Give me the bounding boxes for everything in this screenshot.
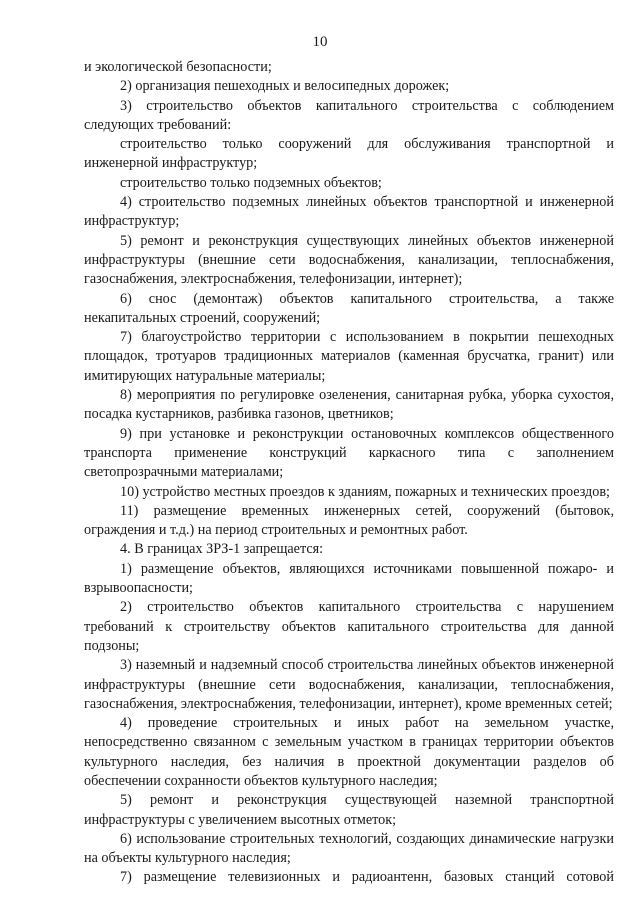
section-heading: 4. В границах ЗРЗ-1 запрещается: [120,541,324,558]
paragraph: строительство только подземных объектов; [120,174,382,191]
paragraph: 1) размещение объектов, являющихся источниками повышенной пожаро- и взрывоопасности; [84,560,614,597]
paragraph: 2) строительство объектов капитального строительства с нарушением требований к строительству объектов капитального строительства для данной подзоны; [84,599,614,654]
paragraph: 6) снос (демонтаж) объектов капитального строительства, а также некапитальных строений, сооружений; [84,290,614,326]
paragraph: 7) благоустройство территории с использованием в покрытии пешеходных площадок, тротуаров традиционных материалов (каменная брусчатка, гранит) или имитирующих натуральные материалы; [84,329,614,384]
paragraph: 8) мероприятия по регулировке озеленения, санитарная рубка, уборка сухостоя, посадка кустарников, разбивка газонов, цветников; [84,387,614,423]
paragraph: 5) ремонт и реконструкция существующей наземной транспортной инфраструктуры с увеличением высотных отметок; [84,792,614,828]
paragraph: 4) проведение строительных и иных работ на земельном участке, непосредственно связанном с земельным участком в границах территории объектов культурного наследия, без наличия в проектной документации разделов об обеспечении сохранности объектов культурного наследия; [84,715,614,789]
paragraph: 11) размещение временных инженерных сетей, сооружений (бытовок, ограждения и т.д.) на период строительных и ремонтных работ. [84,502,614,539]
paragraph: строительство только сооружений для обслуживания транспортной и инженерной инфраструктур; [84,136,614,172]
paragraph: 3) наземный и надземный способ строительства линейных объектов инженерной инфраструктуры (внешние сети водоснабжения, канализации, теплоснабжения, газоснабжения, электроснабжения, телефонизации, интернет), кроме временных сетей; [84,657,614,712]
paragraph: 4) строительство подземных линейных объектов транспортной и инженерной инфраструктур; [84,194,614,230]
paragraph: 9) при установке и реконструкции остановочных комплексов общественного транспорта применение конструкций каркасного типа с заполнением светопрозрачными материалами; [84,425,614,481]
document-body [84,58,614,888]
paragraph: 6) использование строительных технологий, создающих динамические нагрузки на объекты культурного наследия; [84,830,614,867]
paragraph: 10) устройство местных проездов к зданиям, пожарных и технических проездов; [120,483,611,500]
paragraph: 2) организация пешеходных и велосипедных дорожек; [120,78,450,95]
paragraph: 7) размещение телевизионных и радиоантенн, базовых станций сотовой [120,869,614,886]
paragraph: 3) строительство объектов капитального строительства с соблюдением следующих требований: [84,97,614,133]
paragraph: и экологической безопасности; [84,59,272,75]
page-number: 10 [312,34,328,50]
paragraph: 5) ремонт и реконструкция существующих линейных объектов инженерной инфраструктуры (внешние сети водоснабжения, канализации, теплоснабжения, газоснабжения, электроснабжения, телефонизации, интернет); [84,232,614,288]
